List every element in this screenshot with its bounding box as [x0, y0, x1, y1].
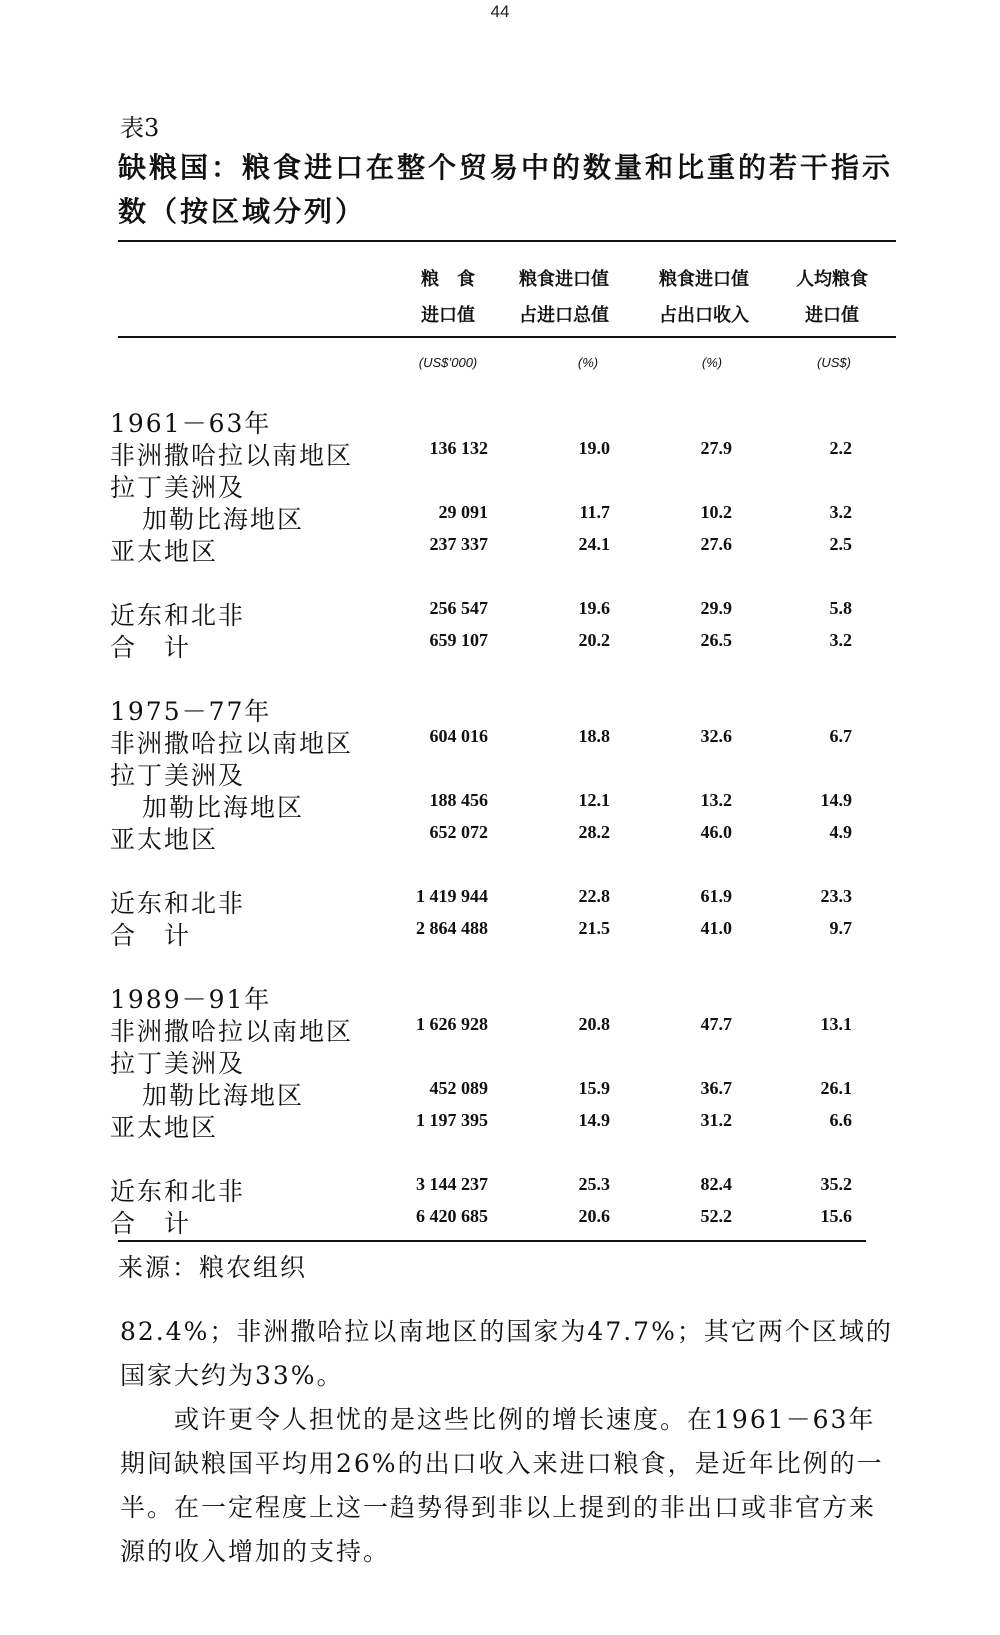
- row-label: 拉丁美洲及: [110, 1049, 246, 1078]
- cell-import-value: 256 547: [429, 598, 488, 618]
- row-label: 亚太地区: [110, 1113, 219, 1142]
- column-header-1-line2: 进口值: [421, 305, 475, 326]
- column-header-3: [634, 262, 774, 334]
- table-title: 缺粮国：粮食进口在整个贸易中的数量和比重的若干指示数（按区域分列）: [118, 151, 894, 228]
- table-row: [0, 500, 1000, 532]
- cell-import-value: 1 419 944: [416, 886, 488, 906]
- row-label: 非洲撒哈拉以南地区: [110, 1017, 354, 1046]
- header-rule: [118, 336, 896, 338]
- cell-per-capita: 3.2: [829, 502, 852, 522]
- cell-share-imports: 12.1: [578, 790, 610, 810]
- cell-import-value: 237 337: [429, 534, 488, 554]
- row-label: 拉丁美洲及: [110, 761, 246, 790]
- column-unit-1: (US$’000): [418, 355, 478, 370]
- cell-per-capita: 5.8: [829, 598, 852, 618]
- table-row: [0, 820, 1000, 852]
- cell-share-imports: 18.8: [578, 726, 610, 746]
- table-row: [0, 436, 1000, 468]
- table-row: [0, 596, 1000, 628]
- cell-share-imports: 11.7: [579, 502, 610, 522]
- cell-import-value: 29 091: [438, 502, 488, 522]
- period-label: 1989－91年: [110, 985, 272, 1014]
- cell-share-imports: 15.9: [578, 1078, 610, 1098]
- row-label: 非洲撒哈拉以南地区: [110, 441, 354, 470]
- row-label: 合 计: [110, 633, 192, 662]
- table-row: [0, 788, 1000, 820]
- cell-share-imports: 21.5: [578, 918, 610, 938]
- row-label: 拉丁美洲及: [110, 473, 246, 502]
- body-paragraph: 82.4%；非洲撒哈拉以南地区的国家为47.7%；其它两个区域的国家大约为33%。: [120, 1317, 893, 1390]
- cell-share-imports: 20.2: [578, 630, 610, 650]
- cell-share-imports: 25.3: [578, 1174, 610, 1194]
- row-label: 近东和北非: [110, 889, 246, 918]
- table-row-total: [0, 628, 1000, 660]
- row-label: 非洲撒哈拉以南地区: [110, 729, 354, 758]
- column-header-3-line2: 占出口收入: [659, 305, 749, 326]
- cell-share-imports: 20.6: [578, 1206, 610, 1226]
- cell-share-imports: 22.8: [578, 886, 610, 906]
- cell-share-exports: 46.0: [700, 822, 732, 842]
- cell-share-exports: 32.6: [700, 726, 732, 746]
- column-header-3-line1: 粮食进口值: [659, 269, 749, 290]
- cell-import-value: 1 626 928: [416, 1014, 488, 1034]
- period-label: 1975－77年: [110, 697, 272, 726]
- cell-per-capita: 15.6: [820, 1206, 852, 1226]
- cell-share-exports: 31.2: [700, 1110, 732, 1130]
- column-header-2: [494, 262, 634, 334]
- cell-import-value: 652 072: [429, 822, 488, 842]
- cell-share-exports: 52.2: [700, 1206, 732, 1226]
- table-label: 表3: [120, 114, 160, 142]
- row-label: 加勒比海地区: [142, 793, 305, 822]
- cell-share-exports: 47.7: [700, 1014, 732, 1034]
- column-header-4: [762, 262, 902, 334]
- cell-share-exports: 41.0: [700, 918, 732, 938]
- cell-share-exports: 26.5: [700, 630, 732, 650]
- cell-share-exports: 27.6: [700, 534, 732, 554]
- column-header-2-line1: 粮食进口值: [519, 269, 609, 290]
- cell-share-imports: 14.9: [578, 1110, 610, 1130]
- table-row: [0, 1108, 1000, 1140]
- cell-import-value: 136 132: [429, 438, 488, 458]
- row-label: 加勒比海地区: [142, 1081, 305, 1110]
- cell-per-capita: 9.7: [829, 918, 852, 938]
- cell-share-exports: 10.2: [700, 502, 732, 522]
- cell-import-value: 3 144 237: [416, 1174, 488, 1194]
- page-number: 44: [490, 2, 510, 21]
- cell-per-capita: 4.9: [829, 822, 852, 842]
- row-label: 合 计: [110, 921, 192, 950]
- column-header-2-line2: 占进口总值: [519, 305, 609, 326]
- cell-share-exports: 29.9: [700, 598, 732, 618]
- cell-per-capita: 3.2: [829, 630, 852, 650]
- table-row-total: [0, 1204, 1000, 1236]
- cell-share-imports: 24.1: [578, 534, 610, 554]
- cell-import-value: 188 456: [429, 790, 488, 810]
- column-header-4-line1: 人均粮食: [796, 269, 868, 290]
- table-row-total: [0, 916, 1000, 948]
- cell-share-imports: 28.2: [578, 822, 610, 842]
- table-row: [0, 724, 1000, 756]
- cell-per-capita: 6.7: [829, 726, 852, 746]
- cell-per-capita: 6.6: [829, 1110, 852, 1130]
- column-unit-3: (%): [701, 355, 723, 370]
- column-unit-2: (%): [577, 355, 599, 370]
- table-row: [0, 756, 1000, 788]
- row-label: 加勒比海地区: [142, 505, 305, 534]
- bottom-rule: [118, 1240, 866, 1242]
- body-paragraph: 或许更令人担忧的是这些比例的增长速度。在1961－63年期间缺粮国平均用26%的出口收入来进口粮食，是近年比例的一半。在一定程度上这一趋势得到非以上提到的非出口或非官方来源的收入增加的支持。: [120, 1405, 884, 1566]
- period-label: 1961－63年: [110, 409, 272, 438]
- cell-import-value: 2 864 488: [416, 918, 488, 938]
- cell-share-exports: 61.9: [700, 886, 732, 906]
- row-label: 近东和北非: [110, 601, 246, 630]
- row-label: 亚太地区: [110, 537, 219, 566]
- table-row: [0, 468, 1000, 500]
- column-header-4-line2: 进口值: [805, 305, 859, 326]
- table-row: [0, 1172, 1000, 1204]
- cell-share-exports: 36.7: [700, 1078, 732, 1098]
- cell-per-capita: 35.2: [820, 1174, 852, 1194]
- row-label: 合 计: [110, 1209, 192, 1238]
- cell-import-value: 1 197 395: [416, 1110, 488, 1130]
- column-unit-4: (US$): [817, 355, 851, 370]
- table-row: [0, 1044, 1000, 1076]
- cell-share-exports: 27.9: [700, 438, 732, 458]
- cell-per-capita: 23.3: [820, 886, 852, 906]
- table-row: [0, 532, 1000, 564]
- cell-share-imports: 19.0: [578, 438, 610, 458]
- cell-per-capita: 2.2: [829, 438, 852, 458]
- column-header-1-line1: 粮 食: [421, 269, 475, 290]
- row-label: 亚太地区: [110, 825, 219, 854]
- cell-import-value: 452 089: [429, 1078, 488, 1098]
- cell-share-exports: 82.4: [700, 1174, 732, 1194]
- table-row: [0, 1076, 1000, 1108]
- table-row: [0, 1012, 1000, 1044]
- row-label: 近东和北非: [110, 1177, 246, 1206]
- cell-per-capita: 2.5: [829, 534, 852, 554]
- cell-import-value: 6 420 685: [416, 1206, 488, 1226]
- cell-share-imports: 19.6: [578, 598, 610, 618]
- cell-import-value: 604 016: [429, 726, 488, 746]
- source-note: 来源：粮农组织: [118, 1253, 308, 1282]
- cell-share-imports: 20.8: [578, 1014, 610, 1034]
- cell-share-exports: 13.2: [700, 790, 732, 810]
- table-row: [0, 884, 1000, 916]
- cell-per-capita: 14.9: [820, 790, 852, 810]
- cell-per-capita: 13.1: [820, 1014, 852, 1034]
- cell-per-capita: 26.1: [820, 1078, 852, 1098]
- cell-import-value: 659 107: [429, 630, 488, 650]
- top-rule: [118, 240, 896, 242]
